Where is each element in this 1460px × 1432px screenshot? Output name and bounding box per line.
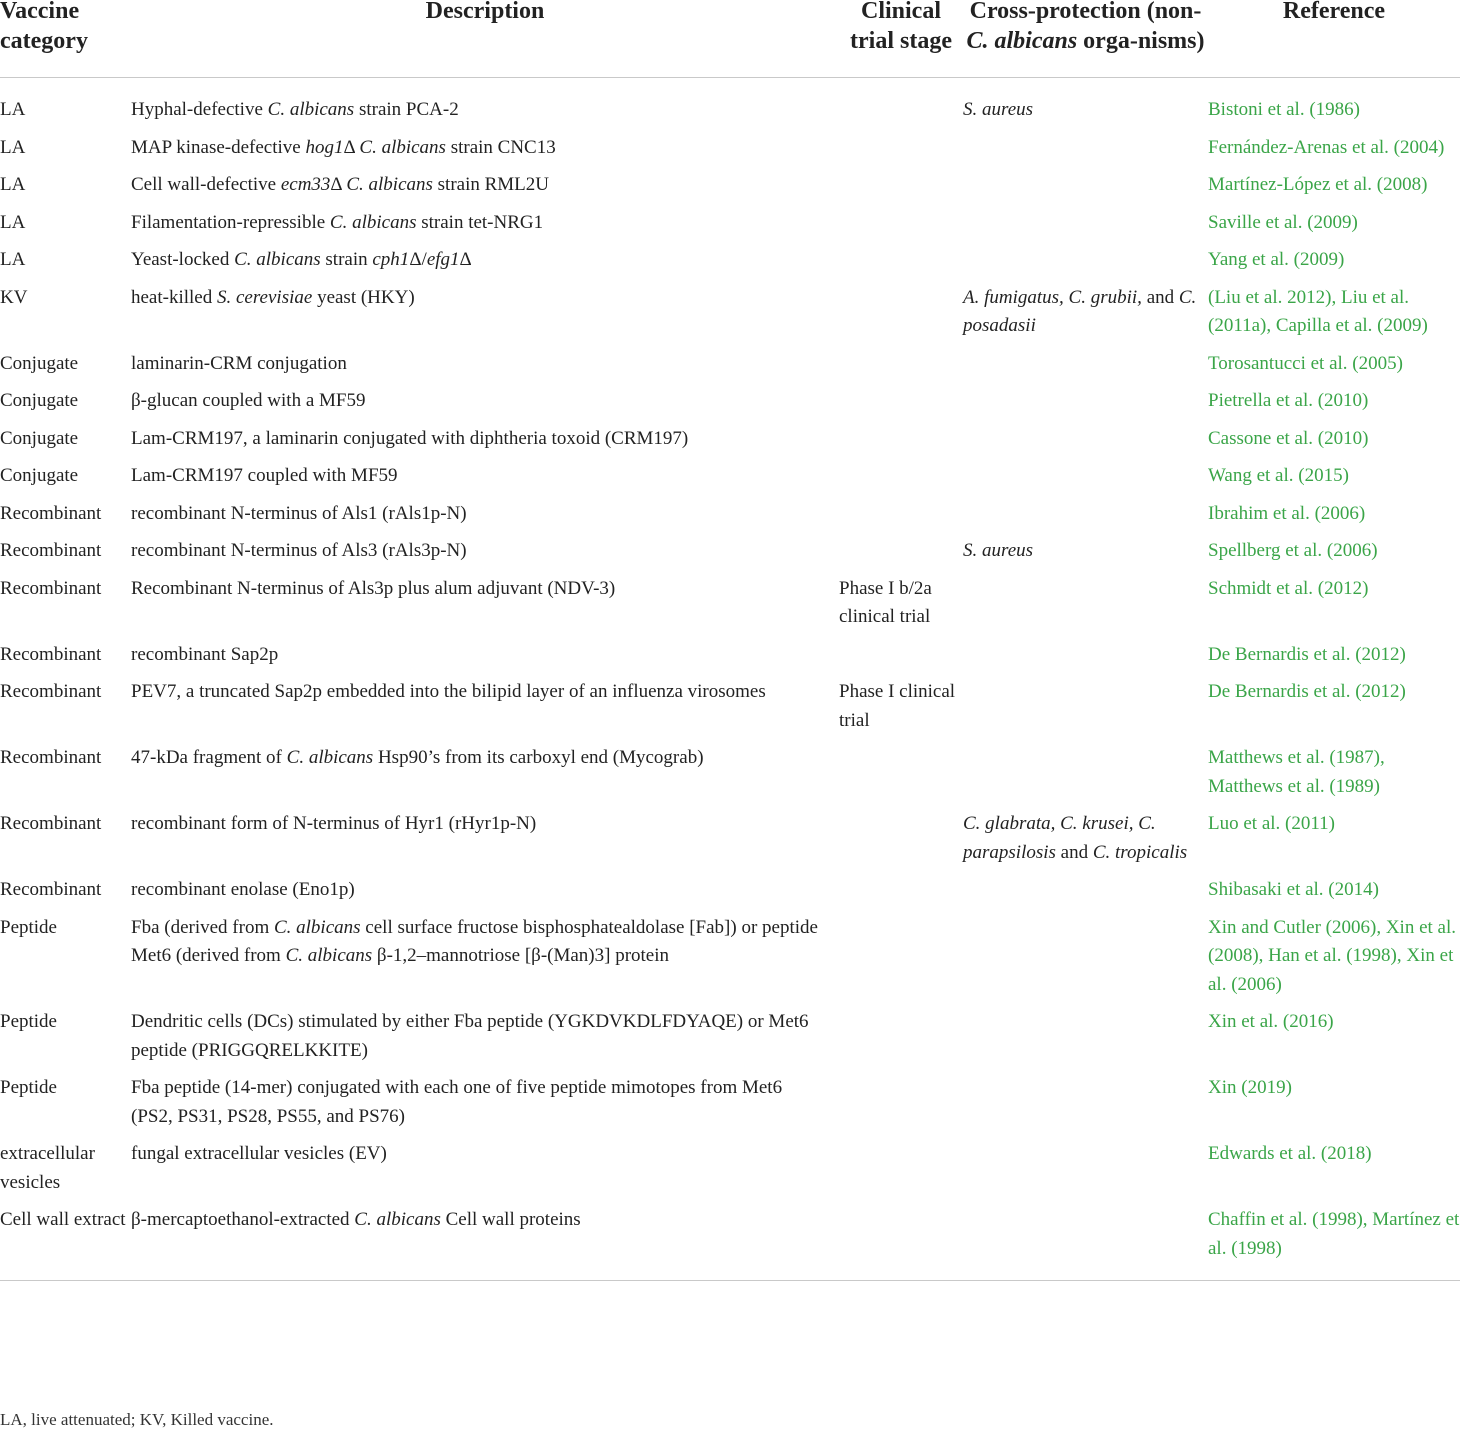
table-row <box>0 349 1460 387</box>
description-segment: Lam-CRM197, a laminarin conjugated with diphtheria toxoid (CRM197) <box>131 427 689 449</box>
table-row <box>0 1073 1460 1139</box>
cell-vaccine-category: Recombinant <box>0 681 102 702</box>
cell-reference-link[interactable]: Xin (2019) <box>1208 1077 1292 1098</box>
cell-clinical-trial-stage <box>839 809 963 875</box>
cross-protection-segment: C. tropicalis <box>1092 841 1188 863</box>
cell-clinical-trial-stage <box>839 208 963 246</box>
table-row <box>0 743 1460 809</box>
description-segment: recombinant form of N-terminus of Hyr1 (rHyr1p-N) <box>131 813 537 834</box>
description-segment: MAP kinase-defective <box>131 136 306 158</box>
table-row <box>0 574 1460 640</box>
description-segment: C. albicans <box>354 1209 441 1230</box>
table-row <box>0 640 1460 678</box>
cell-cross-protection <box>963 1073 1208 1139</box>
cell-vaccine-category: Recombinant <box>0 747 102 768</box>
cell-clinical-trial-stage <box>839 1073 963 1139</box>
cell-vaccine-category: Conjugate <box>0 465 79 486</box>
cell-vaccine-category: Peptide <box>0 1011 57 1032</box>
cell-cross-protection <box>963 133 1208 171</box>
cell-clinical-trial-stage <box>839 743 963 809</box>
description-segment: β-mercaptoethanol-extracted <box>131 1209 355 1230</box>
cell-description <box>131 743 839 809</box>
cell-vaccine-category: Conjugate <box>0 352 79 374</box>
cross-protection-segment: C. posadasii <box>963 286 1197 336</box>
table-footnote: LA, live attenuated; KV, Killed vaccine. <box>0 1410 274 1429</box>
cell-cross-protection <box>963 245 1208 283</box>
table-row <box>0 536 1460 574</box>
table-row <box>0 170 1460 208</box>
cell-description <box>131 640 839 678</box>
description-segment: strain CNC13 <box>445 136 556 158</box>
cross-protection-segment: and <box>1055 841 1093 863</box>
cell-description <box>131 1139 839 1205</box>
table-row <box>0 809 1460 875</box>
description-segment: strain PCA-2 <box>354 99 459 120</box>
description-segment: laminarin-CRM conjugation <box>131 352 347 374</box>
cell-clinical-trial-stage: Phase I clinical trial <box>839 681 956 731</box>
table-row <box>0 1007 1460 1073</box>
cell-clinical-trial-stage: Phase I b/2a clinical trial <box>839 577 932 627</box>
cell-vaccine-category: KV <box>0 286 28 308</box>
description-segment: Δ <box>459 249 472 270</box>
description-segment: Fba peptide (14-mer) conjugated with each one of five peptide mimotopes from Met6 (PS2, PS31, PS28, PS55, and PS76) <box>131 1077 783 1127</box>
cell-clinical-trial-stage <box>839 424 963 462</box>
cell-reference-link[interactable]: Luo et al. (2011) <box>1208 813 1335 834</box>
cell-reference-link[interactable]: Fernández-Arenas et al. (2004) <box>1208 136 1445 158</box>
cell-clinical-trial-stage <box>839 170 963 208</box>
cell-reference-link[interactable]: Wang et al. (2015) <box>1208 465 1349 486</box>
table-row <box>0 499 1460 537</box>
cell-vaccine-category: Recombinant <box>0 643 102 665</box>
description-segment: Lam-CRM197 coupled with MF59 <box>131 465 398 486</box>
table-row <box>0 913 1460 1008</box>
cell-clinical-trial-stage <box>839 875 963 913</box>
cell-clinical-trial-stage <box>839 1139 963 1205</box>
cell-cross-protection <box>963 349 1208 387</box>
cell-cross-protection <box>963 809 1208 875</box>
table-row <box>0 1205 1460 1281</box>
cell-description <box>131 875 839 913</box>
cross-protection-segment: A. fumigatus, C. grubii, <box>963 286 1142 308</box>
header-cross-protection-species: C. albicans <box>966 28 1078 54</box>
table-row <box>0 283 1460 349</box>
table-body <box>0 78 1460 1281</box>
cell-clinical-trial-stage <box>839 536 963 574</box>
cell-reference-link[interactable]: De Bernardis et al. (2012) <box>1208 643 1406 665</box>
table-row <box>0 424 1460 462</box>
description-segment: strain <box>320 249 373 270</box>
cell-vaccine-category: LA <box>0 174 26 195</box>
header-cross-protection <box>963 0 1208 78</box>
cell-cross-protection <box>963 461 1208 499</box>
cell-reference-link[interactable]: Chaffin et al. (1998), Martínez et al. (1998) <box>1208 1205 1460 1281</box>
description-segment: Δ/ <box>409 249 427 270</box>
cell-cross-protection <box>963 743 1208 809</box>
description-segment: β-glucan coupled with a MF59 <box>131 390 366 411</box>
cell-vaccine-category: LA <box>0 249 26 270</box>
cell-description <box>131 133 839 171</box>
cell-description <box>131 424 839 462</box>
description-segment: C. albicans <box>267 99 355 120</box>
cell-cross-protection <box>963 1007 1208 1073</box>
table-row <box>0 208 1460 246</box>
cell-clinical-trial-stage <box>839 499 963 537</box>
description-segment: ecm33 <box>280 174 331 195</box>
cell-reference-link[interactable]: Shibasaki et al. (2014) <box>1208 879 1379 900</box>
cell-reference-link[interactable]: Pietrella et al. (2010) <box>1208 390 1369 411</box>
cell-vaccine-category: Conjugate <box>0 427 79 449</box>
description-segment: Filamentation-repressible <box>131 211 330 233</box>
description-segment: Cell wall-defective <box>131 174 281 195</box>
description-segment: recombinant enolase (Eno1p) <box>131 879 355 900</box>
table-row <box>0 386 1460 424</box>
description-segment: C. albicans <box>286 747 374 768</box>
description-segment: Recombinant N-terminus of Als3p plus alum adjuvant (NDV-3) <box>131 577 616 599</box>
cell-description <box>131 913 839 1008</box>
cell-description <box>131 574 839 640</box>
cell-reference-link[interactable]: Edwards et al. (2018) <box>1208 1143 1372 1164</box>
header-description: Description <box>131 0 839 78</box>
cell-description <box>131 536 839 574</box>
header-cross-protection-suffix: orga-nisms) <box>1077 28 1205 54</box>
cell-cross-protection <box>963 283 1208 349</box>
cell-vaccine-category: LA <box>0 99 26 120</box>
cell-clinical-trial-stage <box>839 1007 963 1073</box>
cell-vaccine-category: Peptide <box>0 916 57 938</box>
table-row <box>0 133 1460 171</box>
description-segment: Δ <box>330 174 347 195</box>
cell-reference-link[interactable]: Xin and Cutler (2006), Xin et al. (2008), Han et al. (1998), Xin et al. (2006) <box>1208 916 1457 995</box>
description-segment: C. albicans <box>273 916 361 938</box>
cell-cross-protection <box>963 913 1208 1008</box>
cell-description <box>131 349 839 387</box>
cell-clinical-trial-stage <box>839 913 963 1008</box>
description-segment: C. albicans <box>359 136 446 158</box>
header-reference: Reference <box>1208 0 1460 78</box>
cell-vaccine-category: Conjugate <box>0 390 79 411</box>
cell-reference-link[interactable]: Saville et al. (2009) <box>1208 211 1358 233</box>
cell-reference-link[interactable]: Martínez-López et al. (2008) <box>1208 174 1428 195</box>
table-row <box>0 245 1460 283</box>
description-segment: strain RML2U <box>432 174 550 195</box>
cell-reference-link[interactable]: Spellberg et al. (2006) <box>1208 540 1378 561</box>
description-segment: recombinant N-terminus of Als3 (rAls3p-N) <box>131 540 467 561</box>
description-segment: β-1,2–mannotriose [β-(Man)3] protein <box>372 945 670 966</box>
description-segment: efg1 <box>426 249 460 270</box>
cell-vaccine-category: Recombinant <box>0 540 102 561</box>
cell-description <box>131 386 839 424</box>
cell-description <box>131 809 839 875</box>
cell-cross-protection <box>963 170 1208 208</box>
cell-reference-link[interactable]: Cassone et al. (2010) <box>1208 427 1369 449</box>
table-row <box>0 1139 1460 1205</box>
cell-cross-protection <box>963 499 1208 537</box>
cell-vaccine-category: Recombinant <box>0 577 102 599</box>
cell-reference-link[interactable]: Ibrahim et al. (2006) <box>1208 502 1366 524</box>
description-segment: yeast (HKY) <box>312 286 415 308</box>
cell-clinical-trial-stage <box>839 1205 963 1281</box>
cell-vaccine-category: extracellular vesicles <box>0 1143 95 1193</box>
description-segment: Δ <box>343 136 360 158</box>
cell-cross-protection <box>963 1139 1208 1205</box>
cell-cross-protection <box>963 424 1208 462</box>
description-segment: C. albicans <box>234 249 321 270</box>
cross-protection-segment: S. aureus <box>963 99 1034 120</box>
description-segment: S. cerevisiae <box>217 286 313 308</box>
table-header-row <box>0 0 1460 78</box>
table-row <box>0 78 1460 133</box>
cell-cross-protection <box>963 1205 1208 1281</box>
cell-cross-protection <box>963 78 1208 133</box>
cross-protection-segment: and <box>1141 286 1179 308</box>
cell-reference-link[interactable]: Schmidt et al. (2012) <box>1208 577 1369 599</box>
description-segment: Hsp90’s from its carboxyl end (Mycograb) <box>373 747 704 768</box>
cell-vaccine-category: LA <box>0 136 26 158</box>
cell-vaccine-category: Recombinant <box>0 502 102 524</box>
description-segment: Yeast-locked <box>131 249 235 270</box>
cell-reference-link[interactable]: De Bernardis et al. (2012) <box>1208 681 1406 702</box>
cell-reference-link[interactable]: (Liu et al. 2012), Liu et al. (2011a), Capilla et al. (2009) <box>1208 286 1428 336</box>
cell-description <box>131 170 839 208</box>
description-segment: C. albicans <box>285 945 373 966</box>
cell-clinical-trial-stage <box>839 78 963 133</box>
cell-clinical-trial-stage <box>839 133 963 171</box>
cell-clinical-trial-stage <box>839 640 963 678</box>
cell-clinical-trial-stage <box>839 245 963 283</box>
cell-vaccine-category: Peptide <box>0 1077 57 1098</box>
description-segment: cph1 <box>372 249 410 270</box>
cell-description <box>131 1007 839 1073</box>
cross-protection-segment: S. aureus <box>963 540 1034 561</box>
description-segment: fungal extracellular vesicles (EV) <box>131 1143 387 1164</box>
description-segment: Fba (derived from <box>131 916 274 938</box>
cell-clinical-trial-stage <box>839 349 963 387</box>
description-segment: C. albicans <box>329 211 417 233</box>
cell-cross-protection <box>963 574 1208 640</box>
cell-cross-protection <box>963 677 1208 743</box>
cell-clinical-trial-stage <box>839 283 963 349</box>
description-segment: Cell wall proteins <box>440 1209 581 1230</box>
description-segment: 47-kDa fragment of <box>131 747 287 768</box>
cell-cross-protection <box>963 208 1208 246</box>
description-segment: PEV7, a truncated Sap2p embedded into the bilipid layer of an influenza virosomes <box>131 681 766 702</box>
cell-vaccine-category: Recombinant <box>0 879 102 900</box>
description-segment: cell surface fructose bisphosphatealdolase [Fab]) or peptide Met6 (derived from <box>131 916 818 966</box>
table-row <box>0 461 1460 499</box>
cell-reference-link[interactable]: Yang et al. (2009) <box>1208 249 1345 270</box>
cell-description <box>131 461 839 499</box>
cell-cross-protection <box>963 536 1208 574</box>
cell-clinical-trial-stage <box>839 461 963 499</box>
cell-reference-link[interactable]: Xin et al. (2016) <box>1208 1011 1334 1032</box>
cell-description <box>131 1205 839 1281</box>
description-segment: recombinant Sap2p <box>131 643 279 665</box>
cell-cross-protection <box>963 640 1208 678</box>
cross-protection-segment: C. glabrata, C. krusei, C. parapsilosis <box>963 813 1156 863</box>
table-row <box>0 875 1460 913</box>
cell-description <box>131 78 839 133</box>
cell-description <box>131 677 839 743</box>
cell-vaccine-category: LA <box>0 211 26 233</box>
description-segment: C. albicans <box>346 174 433 195</box>
cell-reference-link[interactable]: Matthews et al. (1987), Matthews et al. (1989) <box>1208 747 1385 797</box>
description-segment: Dendritic cells (DCs) stimulated by either Fba peptide (YGKDVKDLFDYAQE) or Met6 peptide (PRIGGQRELKKITE) <box>131 1011 809 1061</box>
header-clinical-trial-stage: Clinical trial stage <box>839 0 963 78</box>
cell-cross-protection <box>963 386 1208 424</box>
cell-clinical-trial-stage <box>839 386 963 424</box>
header-cross-protection-prefix: Cross-protection (non- <box>969 0 1202 24</box>
description-segment: strain tet-NRG1 <box>416 211 544 233</box>
cell-reference-link[interactable]: Torosantucci et al. (2005) <box>1208 352 1403 374</box>
table-row <box>0 677 1460 743</box>
cell-description <box>131 283 839 349</box>
cell-description <box>131 208 839 246</box>
cell-vaccine-category: Cell wall extract <box>0 1205 131 1281</box>
cell-reference-link[interactable]: Bistoni et al. (1986) <box>1208 99 1360 120</box>
header-vaccine-category: Vaccine category <box>0 0 131 78</box>
cell-vaccine-category: Recombinant <box>0 813 102 834</box>
cell-cross-protection <box>963 875 1208 913</box>
description-segment: Hyphal-defective <box>131 99 268 120</box>
description-segment: heat-killed <box>131 286 217 308</box>
cell-description <box>131 499 839 537</box>
description-segment: recombinant N-terminus of Als1 (rAls1p-N) <box>131 502 467 524</box>
cell-description <box>131 1073 839 1139</box>
cell-description <box>131 245 839 283</box>
description-segment: hog1 <box>305 136 344 158</box>
